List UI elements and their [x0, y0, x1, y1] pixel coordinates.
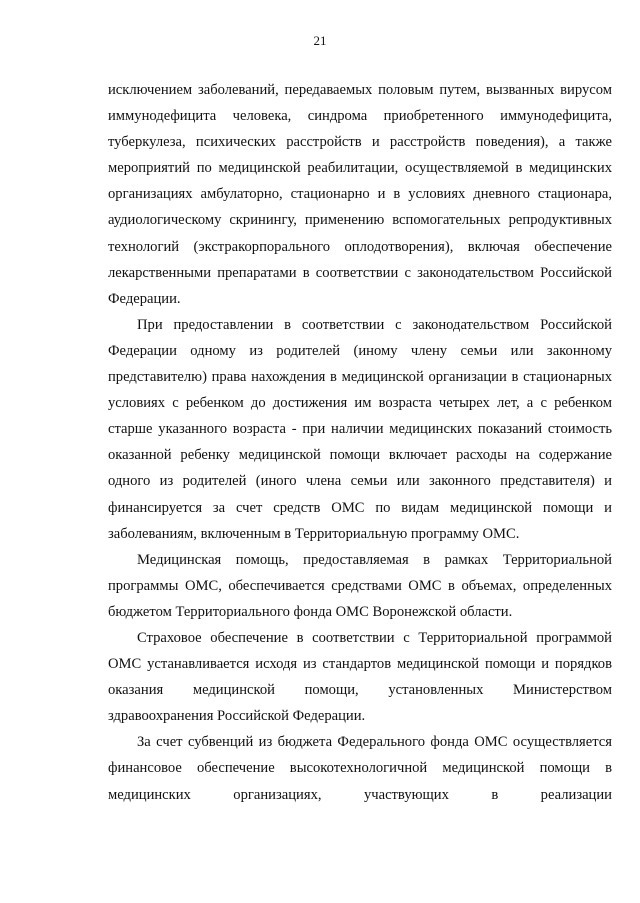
page-number: 21 [313, 33, 327, 48]
paragraph-parent-stay: При предоставлении в соответствии с законодательством Российской Федерации одному из родителей (иному члену семьи или законному представителю) права нахождения в медицинской организации в стационарных условиях с ребенком до достижения им возраста четырех лет, а с ребенком старше указанного возраста - при наличии медицинских показаний стоимость оказанной ребенку медицинской помощи включает расходы на содержание одного из родителей (иного члена семьи или законного представителя) и финансируется за счет средств ОМС по видам медицинской помощи и заболеваниям, включенным в Территориальную программу ОМС. [108, 316, 612, 542]
document-body [108, 77, 612, 808]
paragraph-oms-funding: Медицинская помощь, предоставляемая в рамках Территориальной программы ОМС, обеспечивается средствами ОМС в объемах, определенных бюджетом Территориального фонда ОМС Воронежской области. [108, 551, 612, 620]
paragraph-subventions: За счет субвенций из бюджета Федерального фонда ОМС осуществляется финансовое обеспечение высокотехнологичной медицинской помощи в медицинских организациях, участвующих в реализации [108, 734, 612, 803]
paragraph-insurance: Страховое обеспечение в соответствии с Территориальной программой ОМС устанавливается исходя из стандартов медицинской помощи и порядков оказания медицинской помощи, установленных Министерством здравоохранения Российской Федерации. [108, 629, 612, 725]
paragraph-continued: исключением заболеваний, передаваемых половым путем, вызванных вирусом иммунодефицита человека, синдрома приобретенного иммунодефицита, туберкулеза, психических расстройств и расстройств поведения), а также мероприятий по медицинской реабилитации, осуществляемой в медицинских организациях амбулаторно, стационарно и в условиях дневного стационара, аудиологическому скринингу, применению вспомогательных репродуктивных технологий (экстракорпорального оплодотворения), включая обеспечение лекарственными препаратами в соответствии с законодательством Российской Федерации. [108, 82, 612, 307]
